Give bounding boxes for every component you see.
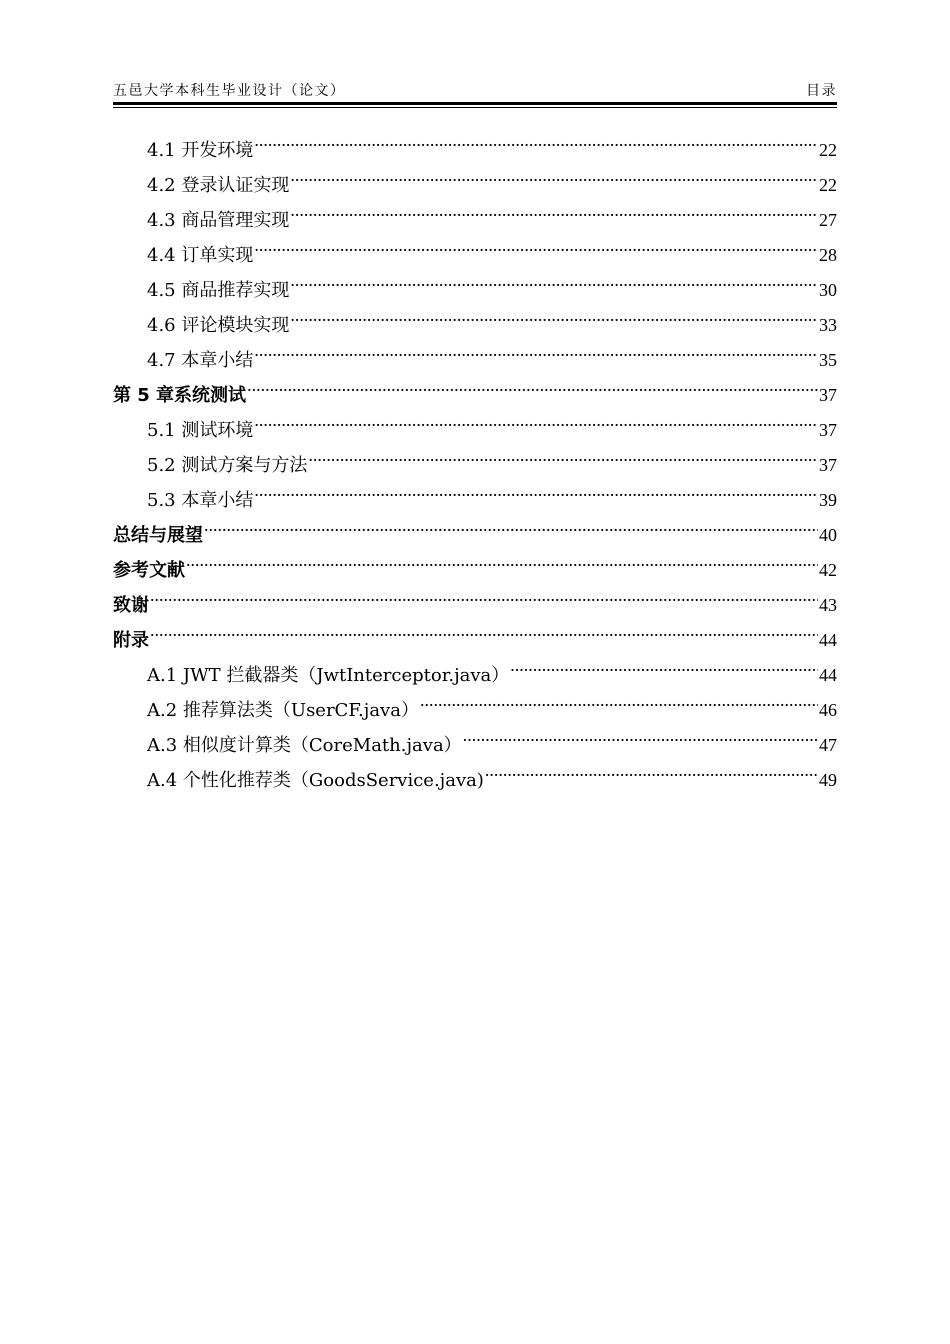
table-of-contents [113, 133, 837, 798]
toc-dot-leader [420, 698, 818, 716]
toc-entry-title: 5.1 测试环境 [147, 420, 254, 441]
toc-entry[interactable] [113, 623, 837, 658]
toc-entry-page-number: 49 [819, 770, 837, 790]
toc-entry[interactable] [113, 448, 837, 483]
toc-dot-leader [290, 313, 818, 331]
header-rule-thin [113, 107, 837, 108]
toc-entry-title: 第 5 章系统测试 [113, 385, 247, 406]
toc-entry-page-number: 46 [819, 700, 837, 720]
toc-dot-leader [254, 348, 818, 366]
toc-dot-leader [150, 593, 818, 611]
toc-entry-page-number: 39 [819, 490, 837, 510]
toc-dot-leader [150, 628, 818, 646]
toc-entry-page-number: 33 [819, 315, 837, 335]
toc-entry-title: 附录 [113, 630, 149, 651]
toc-entry-title: 5.2 测试方案与方法 [147, 455, 308, 476]
toc-dot-leader [290, 278, 818, 296]
toc-entry-title: A.3 相似度计算类（CoreMath.java） [147, 735, 462, 756]
toc-entry-title: 4.3 商品管理实现 [147, 210, 290, 231]
toc-dot-leader [254, 488, 818, 506]
toc-entry[interactable] [113, 203, 837, 238]
toc-entry[interactable] [113, 658, 837, 693]
toc-entry-page-number: 37 [819, 455, 837, 475]
toc-entry[interactable] [113, 518, 837, 553]
toc-entry-page-number: 35 [819, 350, 837, 370]
toc-entry-page-number: 37 [819, 385, 837, 405]
toc-entry[interactable] [113, 413, 837, 448]
page-header [113, 78, 837, 102]
toc-entry[interactable] [113, 238, 837, 273]
toc-entry[interactable] [113, 693, 837, 728]
header-section-name: 目录 [806, 83, 837, 99]
toc-entry[interactable] [113, 378, 837, 413]
toc-entry-page-number: 30 [819, 280, 837, 300]
toc-dot-leader [510, 663, 818, 681]
toc-entry[interactable] [113, 168, 837, 203]
toc-entry-page-number: 44 [819, 665, 837, 685]
toc-entry-page-number: 43 [819, 595, 837, 615]
toc-dot-leader [254, 418, 818, 436]
toc-entry-title: A.2 推荐算法类（UserCF.java） [147, 700, 419, 721]
toc-entry-title: 5.3 本章小结 [147, 490, 254, 511]
toc-entry-title: 4.5 商品推荐实现 [147, 280, 290, 301]
toc-entry[interactable] [113, 133, 837, 168]
toc-dot-leader [254, 243, 818, 261]
toc-entry[interactable] [113, 343, 837, 378]
toc-entry-title: 4.4 订单实现 [147, 245, 254, 266]
toc-entry-title: A.1 JWT 拦截器类（JwtInterceptor.java） [147, 665, 510, 686]
toc-dot-leader [485, 768, 818, 786]
toc-entry-title: 致谢 [113, 595, 149, 616]
toc-dot-leader [308, 453, 818, 471]
toc-entry[interactable] [113, 308, 837, 343]
toc-entry-page-number: 28 [819, 245, 837, 265]
toc-entry[interactable] [113, 588, 837, 623]
toc-entry-title: A.4 个性化推荐类（GoodsService.java) [147, 770, 484, 791]
toc-entry-page-number: 44 [819, 630, 837, 650]
toc-entry-title: 参考文献 [113, 560, 185, 581]
toc-entry[interactable] [113, 728, 837, 763]
toc-entry[interactable] [113, 483, 837, 518]
toc-dot-leader [290, 208, 818, 226]
toc-entry-title: 4.1 开发环境 [147, 140, 254, 161]
toc-entry-page-number: 40 [819, 525, 837, 545]
toc-dot-leader [463, 733, 818, 751]
toc-entry[interactable] [113, 273, 837, 308]
toc-dot-leader [186, 558, 818, 576]
toc-entry-title: 4.7 本章小结 [147, 350, 254, 371]
toc-entry-page-number: 42 [819, 560, 837, 580]
toc-entry-title: 4.6 评论模块实现 [147, 315, 290, 336]
toc-entry-page-number: 47 [819, 735, 837, 755]
header-rule-thick [113, 102, 837, 105]
toc-entry[interactable] [113, 553, 837, 588]
toc-dot-leader [254, 138, 818, 156]
header-university-title: 五邑大学本科生毕业设计（论文） [113, 83, 346, 99]
toc-entry-page-number: 22 [819, 140, 837, 160]
toc-dot-leader [247, 383, 818, 401]
toc-entry-title: 4.2 登录认证实现 [147, 175, 290, 196]
toc-entry-page-number: 27 [819, 210, 837, 230]
toc-entry-page-number: 22 [819, 175, 837, 195]
toc-entry-title: 总结与展望 [113, 525, 203, 546]
toc-entry[interactable] [113, 763, 837, 798]
toc-dot-leader [290, 173, 818, 191]
toc-dot-leader [204, 523, 818, 541]
toc-entry-page-number: 37 [819, 420, 837, 440]
